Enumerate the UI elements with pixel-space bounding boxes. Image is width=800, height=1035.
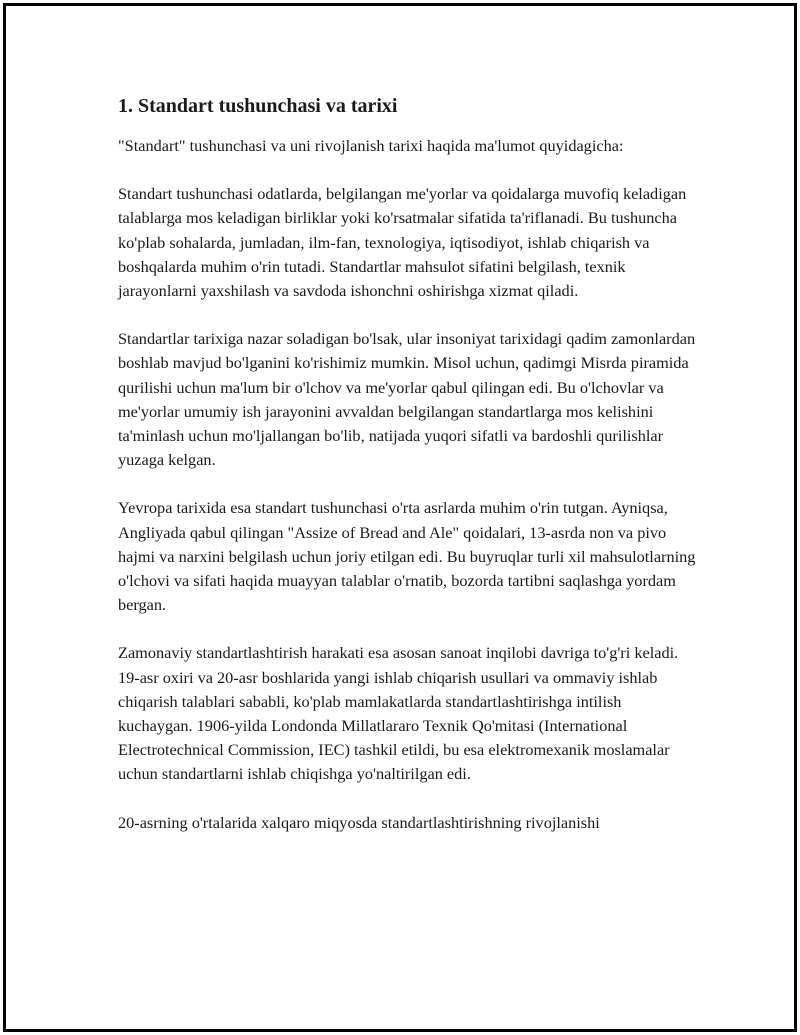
paragraph-ancient-history: Standartlar tarixiga nazar soladigan bo'lsak, ular insoniyat tarixidagi qadim zamonlardan boshlab mavjud bo'lganini ko'rishimiz mumkin. Misol uchun, qadimgi Misrda piramida qurilishi uchun ma'lum bir o'lchov va me'yorlar qabul qilingan edi. Bu o'lchovlar va me'yorlar umumiy ish jarayonini avvaldan belgilangan standartlarga mos kelishini ta'minlash uchun mo'ljallangan bo'lib, natijada yuqori sifatli va bardoshli qurilishlar yuzaga kelgan. <box>118 329 696 470</box>
paragraph-definition: Standart tushunchasi odatlarda, belgilangan me'yorlar va qoidalarga muvofiq keladigan talablarga mos keladigan birliklar yoki ko'rsatmalar sifatida ta'riflanadi. Bu tushuncha ko'plab sohalarda, jumladan, ilm-fan, texnologiya, iqtisodiyot, ishlab chiqarish va boshqalarda muhim o'rin tutadi. Standartlar mahsulot sifatini belgilash, texnik jarayonlarni yaxshilash va savdoda ishonchni oshirishga xizmat qiladi. <box>118 184 687 301</box>
paragraph-modern-standardization: Zamonaviy standartlashtirish harakati esa asosan sanoat inqilobi davriga to'g'ri keladi. 19-asr oxiri va 20-asr boshlarida yangi ishlab chiqarish usullari va ommaviy ishlab chiqarish talablari sababli, ko'plab mamlakatlarda standartlashtirishga intilish kuchaygan. 1906-yilda Londonda Millatlararo Texnik Qo'mitasi (International Electrotechnical Commission, IEC) tashkil etildi, bu esa elektromexanik moslamalar uchun standartlarni ishlab chiqishga yo'naltirilgan edi. <box>118 643 679 784</box>
paragraph-20th-century: 20-asrning o'rtalarida xalqaro miqyosda standartlashtirishning rivojlanishi <box>118 812 600 832</box>
document-body <box>118 92 698 859</box>
paragraph-european-history: Yevropa tarixida esa standart tushunchasi o'rta asrlarda muhim o'rin tutgan. Ayniqsa, Angliyada qabul qilingan "Assize of Bread and Ale" qoidalari, 13-asrda non va pivo hajmi va narxini belgilash uchun joriy etilgan edi. Bu buyruqlar turli xil mahsulotlarning o'lchovi va sifati haqida muayyan talablar o'rnatib, bozorda tartibni saqlashga yordam bergan. <box>118 498 696 615</box>
section-heading: 1. Standart tushunchasi va tarixi <box>118 95 398 117</box>
paragraph-intro: "Standart" tushunchasi va uni rivojlanish tarixi haqida ma'lumot quyidagicha: <box>118 136 624 155</box>
